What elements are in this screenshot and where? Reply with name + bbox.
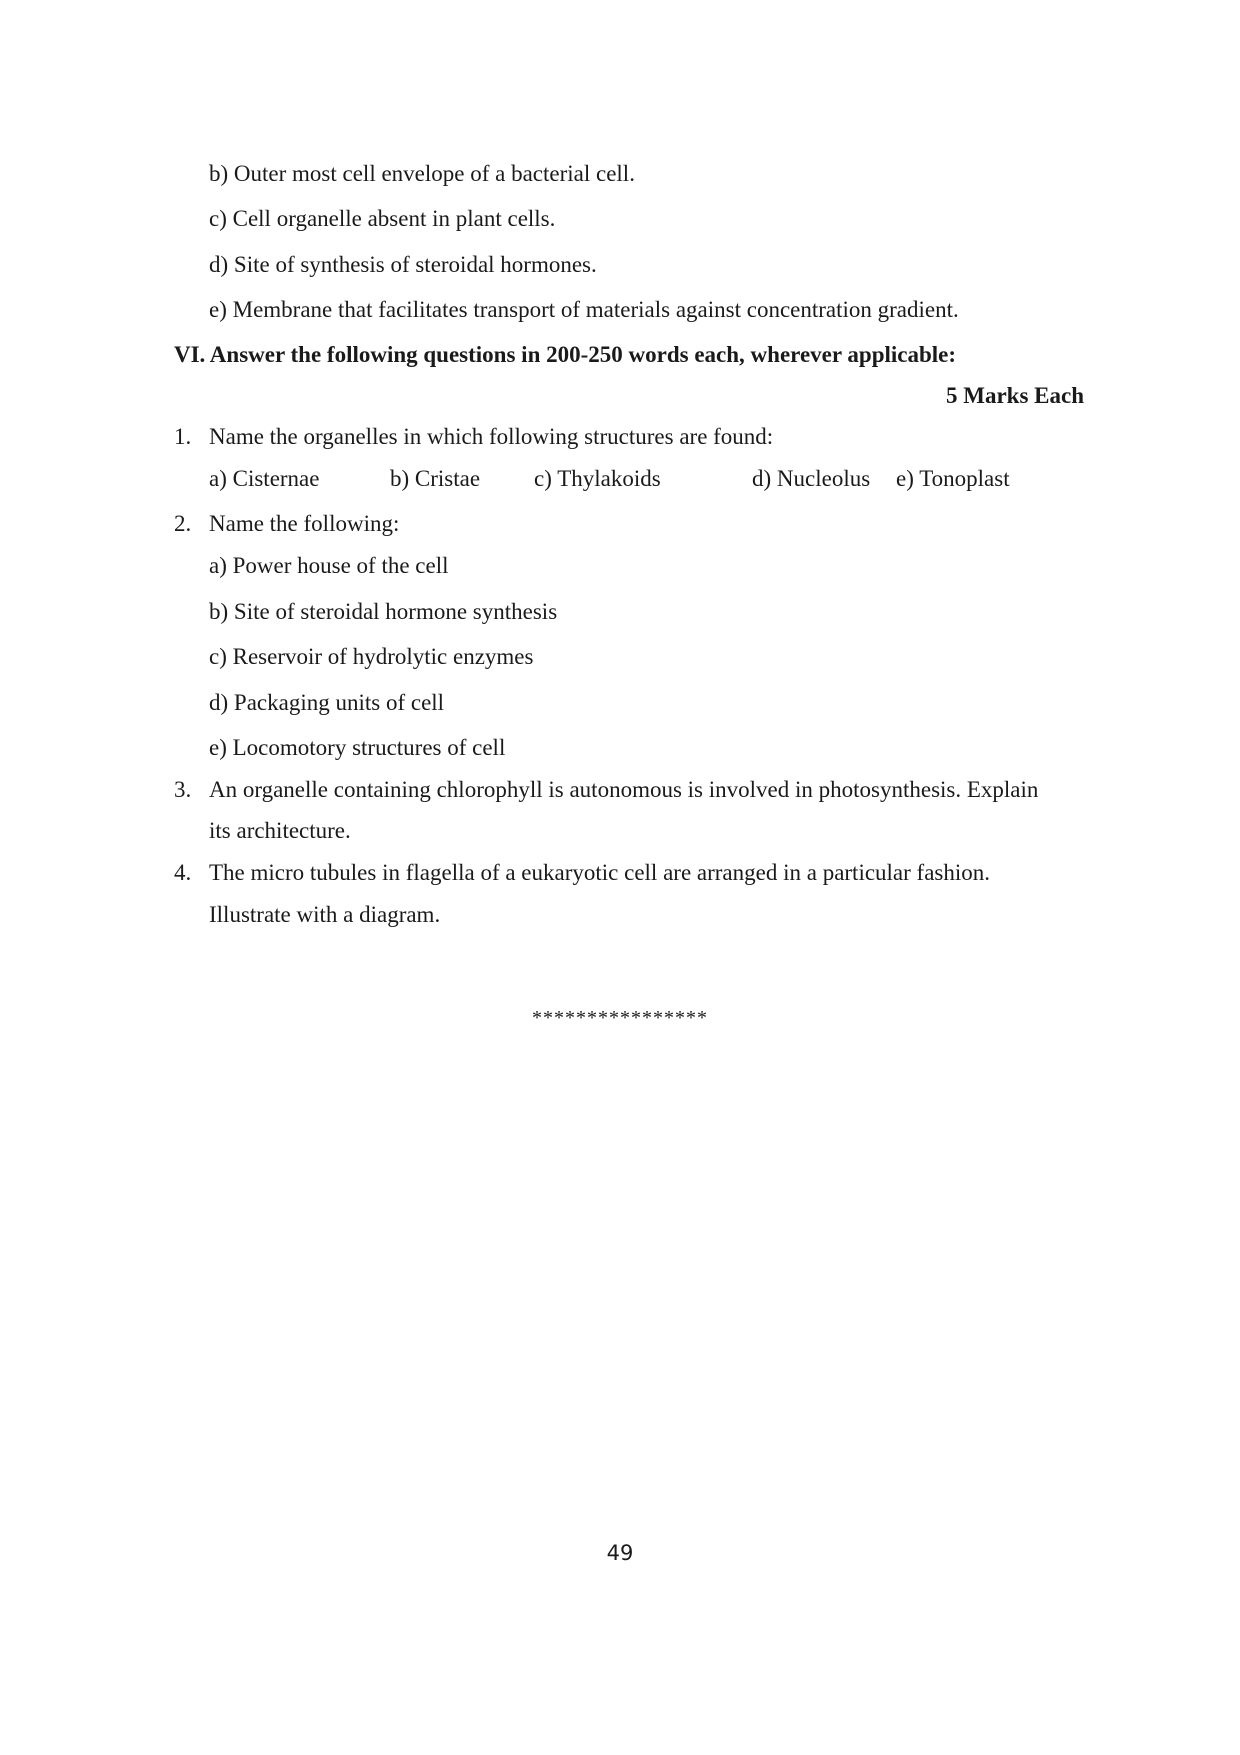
- page-number: 49: [606, 1541, 634, 1565]
- question-2-option-b: b) Site of steroidal hormone synthesis: [209, 599, 558, 624]
- question-4-number: 4.: [174, 860, 192, 885]
- question-4-text-line2: Illustrate with a diagram.: [209, 902, 441, 927]
- question-2-option-e: e) Locomotory structures of cell: [209, 735, 506, 760]
- question-2-option-d: d) Packaging units of cell: [209, 690, 445, 715]
- section-vi-heading: VI. Answer the following questions in 200-250 words each, wherever applicable:: [174, 342, 957, 367]
- question-1-number: 1.: [174, 424, 192, 449]
- question-3-number: 3.: [174, 777, 192, 802]
- marks-label: 5 Marks Each: [946, 383, 1084, 408]
- section-v-item-d: d) Site of synthesis of steroidal hormones.: [209, 252, 597, 277]
- section-v-item-e: e) Membrane that facilitates transport of materials against concentration gradient.: [209, 297, 959, 322]
- question-1-option-c: c) Thylakoids: [534, 466, 661, 491]
- section-v-item-c: c) Cell organelle absent in plant cells.: [209, 206, 556, 231]
- question-1-option-d: d) Nucleolus: [752, 466, 871, 491]
- section-v-item-b: b) Outer most cell envelope of a bacterial cell.: [209, 161, 635, 186]
- question-1-option-e: e) Tonoplast: [896, 466, 1010, 491]
- question-1-option-b: b) Cristae: [390, 466, 481, 491]
- question-4-text-line1: The micro tubules in flagella of a eukaryotic cell are arranged in a particular fashion.: [209, 860, 991, 885]
- question-3-text-line2: its architecture.: [209, 818, 351, 843]
- question-2-number: 2.: [174, 511, 192, 536]
- question-1-text: Name the organelles in which following structures are found:: [209, 424, 774, 449]
- question-2-text: Name the following:: [209, 511, 400, 536]
- question-1-option-a: a) Cisternae: [209, 466, 320, 491]
- question-2-option-c: c) Reservoir of hydrolytic enzymes: [209, 644, 534, 669]
- question-2-option-a: a) Power house of the cell: [209, 553, 449, 578]
- section-separator: ****************: [532, 1007, 708, 1029]
- question-3-text-line1: An organelle containing chlorophyll is autonomous is involved in photosynthesis. Explain: [209, 777, 1039, 802]
